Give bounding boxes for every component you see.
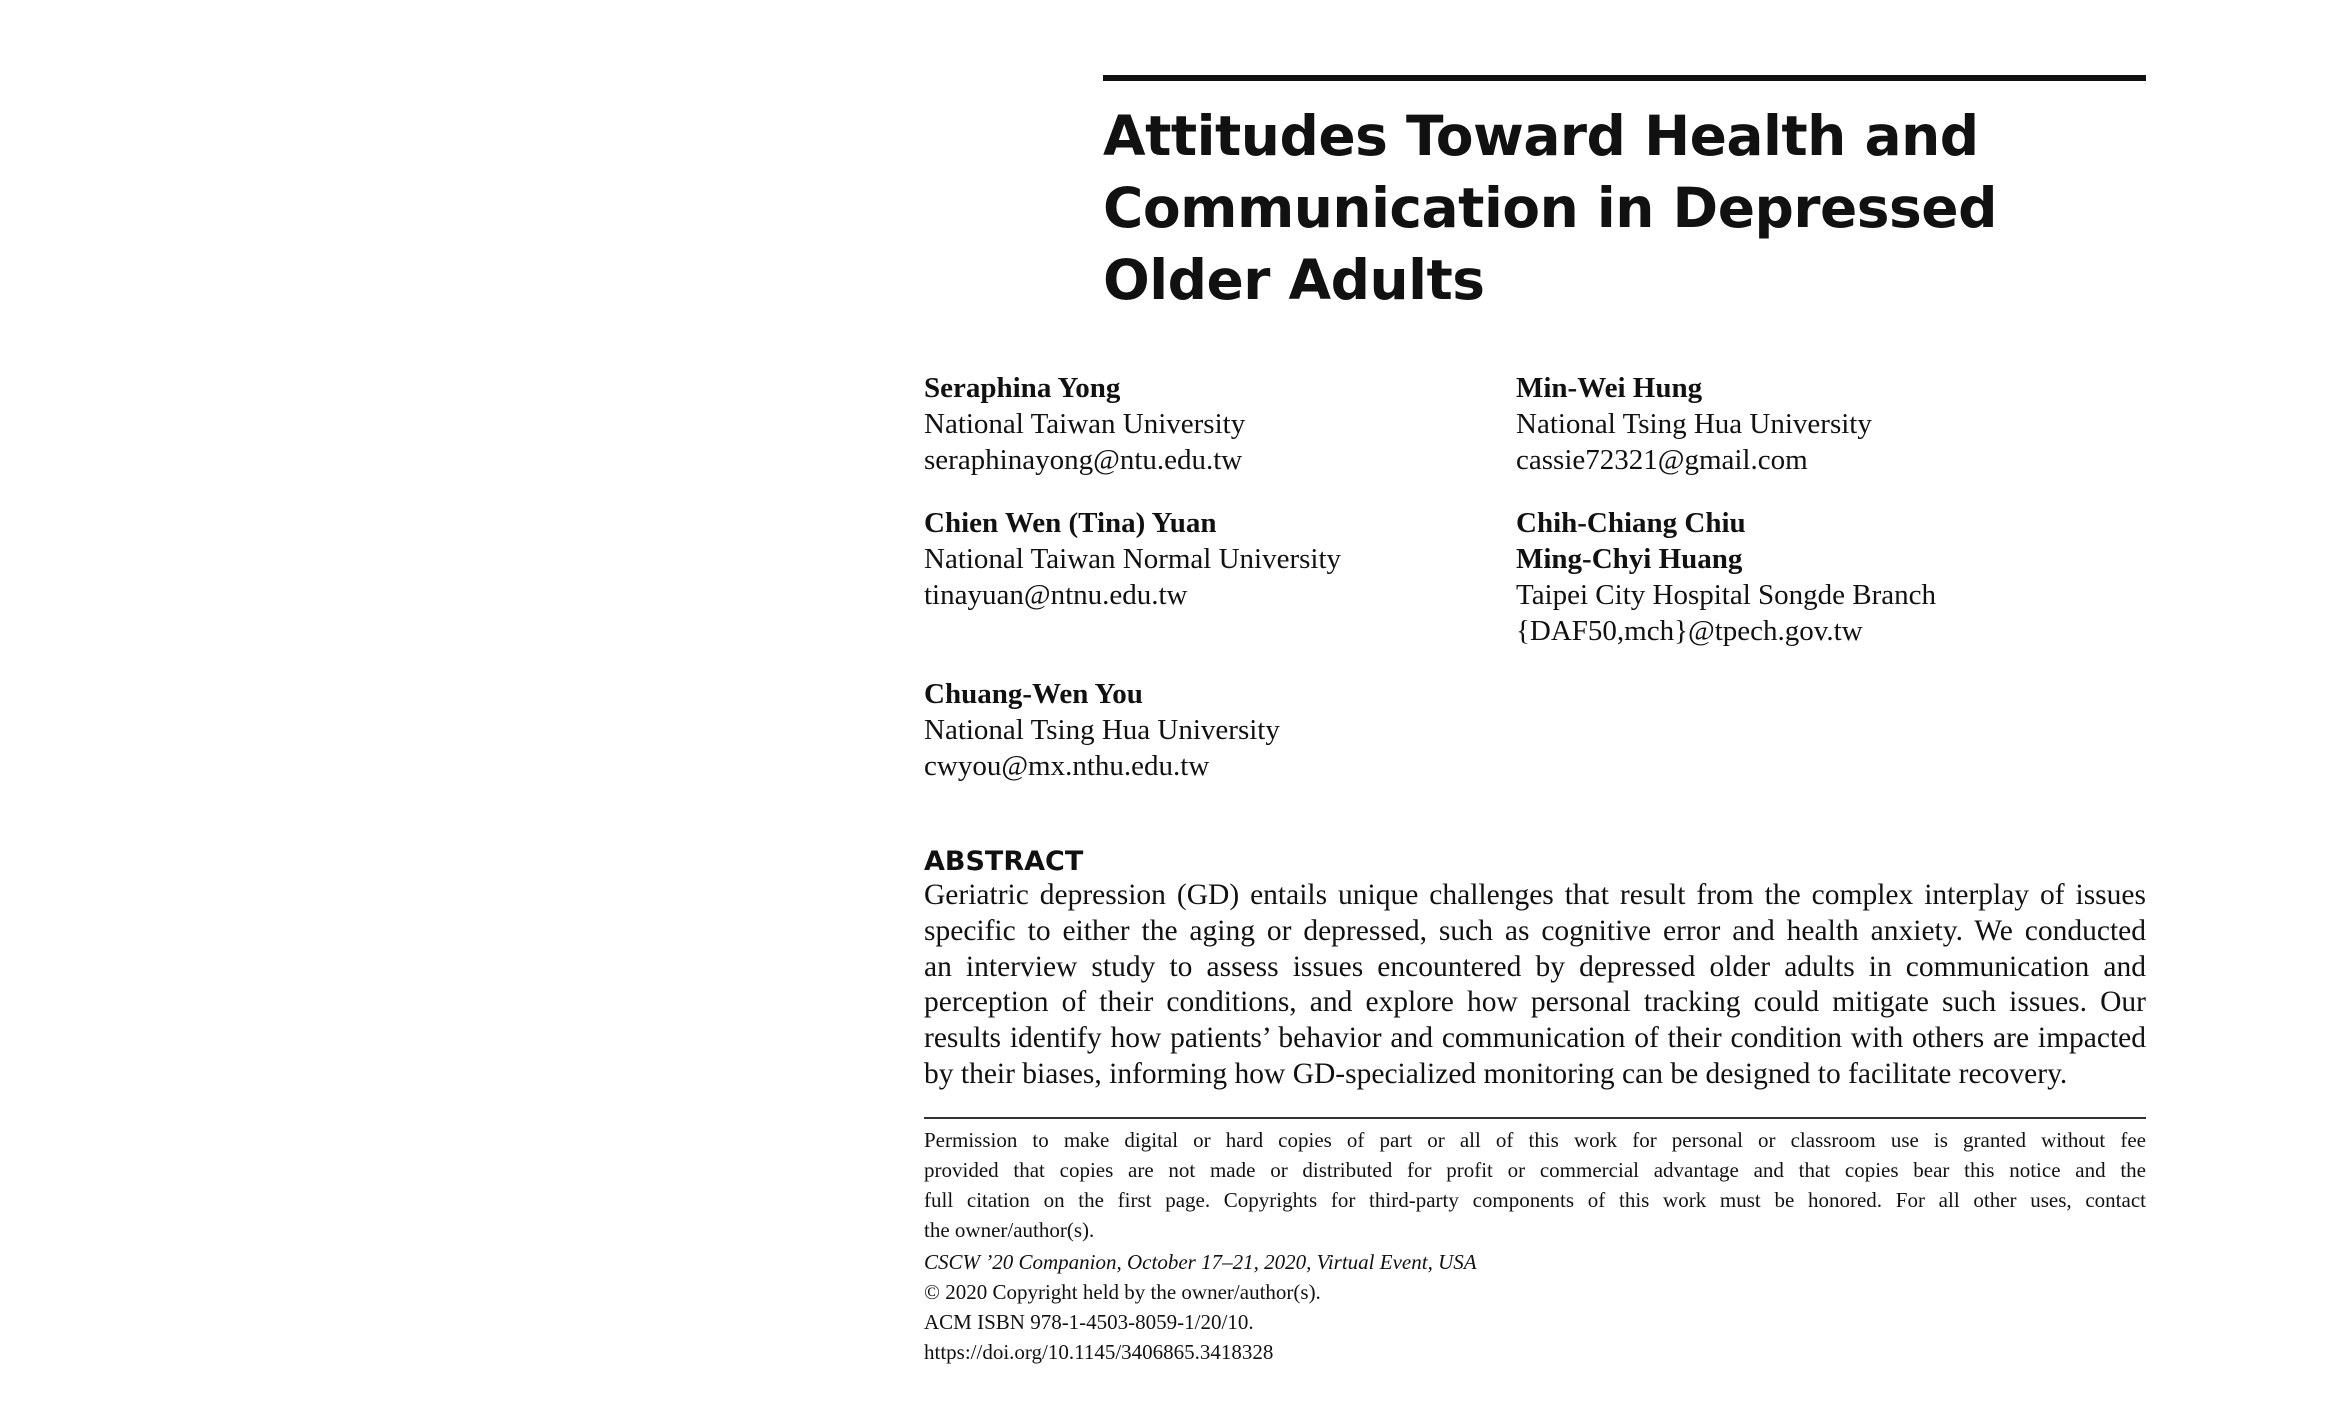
abstract-line: perception of their conditions, and explore how personal tracking could mitigate such issues. Our <box>924 986 2146 1019</box>
abstract-line: an interview study to assess issues encountered by depressed older adults in communication and <box>924 950 2146 983</box>
permission-line: full citation on the first page. Copyrights for third-party components of this work must be honored. For all other uses, contact <box>924 1188 2146 1212</box>
author-name: Ming-Chyi Huang <box>1516 543 1743 575</box>
title-line: Communication in Depressed <box>1103 176 1997 240</box>
abstract-section <box>924 846 2146 1093</box>
title-rule <box>1103 75 2146 81</box>
permission-line: provided that copies are not made or distributed for profit or commercial advantage and that copies bear this notice and the <box>924 1158 2146 1182</box>
author-affiliation: National Taiwan University <box>924 408 1246 440</box>
permission-notice <box>924 1125 2146 1245</box>
paper-title <box>1103 100 2146 316</box>
abstract-body <box>924 878 2146 1093</box>
abstract-line: by their biases, informing how GD-specialized monitoring can be designed to facilitate recovery. <box>924 1057 2068 1090</box>
author-affiliation: National Taiwan Normal University <box>924 543 1342 575</box>
abstract-line: results identify how patients’ behavior and communication of their condition with others are impacted <box>924 1022 2146 1055</box>
conference-venue: CSCW ’20 Companion, October 17–21, 2020, Virtual Event, USA <box>924 1250 1477 1274</box>
abstract-heading: ABSTRACT <box>924 846 1084 877</box>
isbn-line: ACM ISBN 978-1-4503-8059-1/20/10. <box>924 1310 1254 1334</box>
author-affiliation: National Tsing Hua University <box>1516 408 1872 440</box>
author-affiliation: National Tsing Hua University <box>924 714 1280 746</box>
doi-link[interactable]: https://doi.org/10.1145/3406865.3418328 <box>924 1340 1274 1364</box>
author-name: Min-Wei Hung <box>1516 372 1703 404</box>
abstract-line: specific to either the aging or depressed, such as cognitive error and health anxiety. We conducted <box>924 914 2146 947</box>
author-email: seraphinayong@ntu.edu.tw <box>924 444 1243 476</box>
author-name: Chuang-Wen You <box>924 678 1143 710</box>
title-line: Older Adults <box>1103 248 1485 312</box>
footnote-rule <box>924 1117 2146 1119</box>
author-email: cassie72321@gmail.com <box>1516 444 1808 476</box>
permission-line: the owner/author(s). <box>924 1218 1095 1242</box>
author-name: Chien Wen (Tina) Yuan <box>924 507 1217 539</box>
copyright-line: © 2020 Copyright held by the owner/author(s). <box>924 1280 1321 1304</box>
author-email: cwyou@mx.nthu.edu.tw <box>924 750 1210 782</box>
author-email: tinayuan@ntnu.edu.tw <box>924 579 1188 611</box>
author-block-you <box>924 676 1280 784</box>
author-block-hung <box>1516 370 1872 478</box>
author-email: {DAF50,mch}@tpech.gov.tw <box>1516 615 1863 647</box>
author-block-yuan <box>924 505 1341 613</box>
author-block-yong <box>924 370 1245 478</box>
permission-line: Permission to make digital or hard copies of part or all of this work for personal or classroom use is granted without fee <box>924 1128 2146 1152</box>
title-line: Attitudes Toward Health and <box>1103 104 1979 168</box>
author-name: Chih-Chiang Chiu <box>1516 507 1746 539</box>
author-affiliation: Taipei City Hospital Songde Branch <box>1516 579 1937 611</box>
copyright-footnote <box>924 1125 2146 1367</box>
author-name: Seraphina Yong <box>924 372 1121 404</box>
abstract-line: Geriatric depression (GD) entails unique challenges that result from the complex interplay of issues <box>924 879 2146 911</box>
author-block-chiu-huang <box>1516 505 1936 649</box>
